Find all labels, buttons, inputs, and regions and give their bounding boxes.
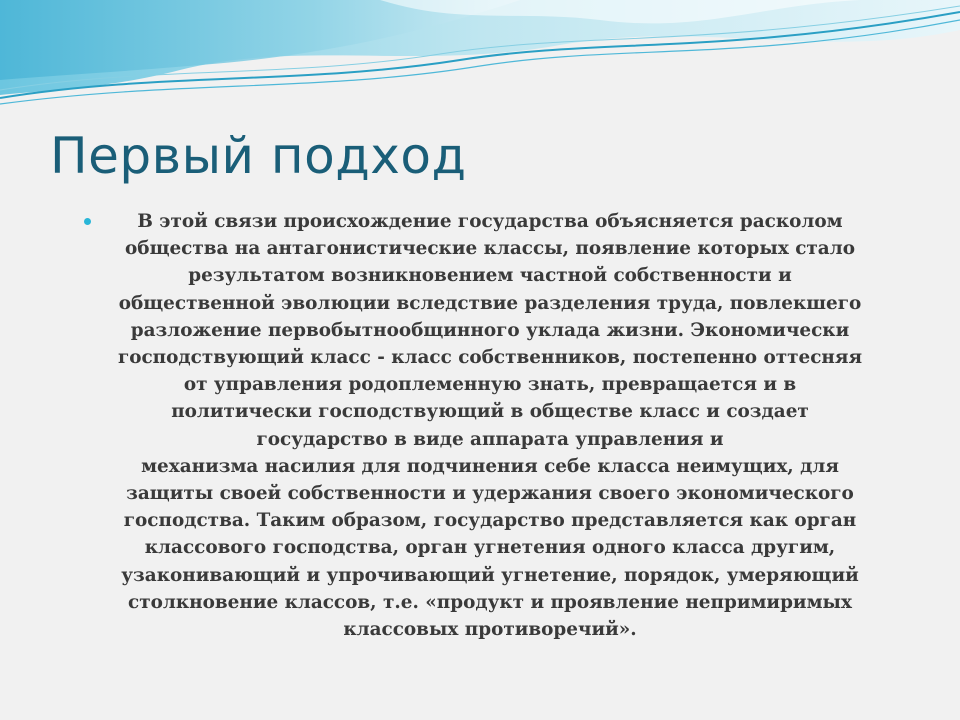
text-line: столкновение классов, т.е. «продукт и проявление непримиримых xyxy=(128,591,852,613)
bullet-dot-icon xyxy=(84,218,91,225)
text-line: результатом возникновением частной собственности и xyxy=(188,265,792,287)
bullet-text xyxy=(84,208,896,643)
text-line: господствующий класс - класс собственников, постепенно оттесняя xyxy=(117,347,863,369)
text-line: от управления родоплеменную знать, превращается и в xyxy=(183,374,797,396)
text-line: классового господства, орган угнетения одного класса другим, xyxy=(144,537,836,559)
bullet-item xyxy=(84,208,896,643)
text-line: В этой связи происхождение государства объясняется расколом xyxy=(137,211,843,232)
text-line: защиты своей собственности и удержания своего экономического xyxy=(126,483,854,505)
text-line: классовых противоречий». xyxy=(343,619,637,641)
text-line: узаконивающий и упрочивающий угнетение, порядок, умеряющий xyxy=(121,564,859,586)
text-line: общества на антагонистические классы, появление которых стало xyxy=(125,238,855,260)
text-line: общественной эволюции вследствие разделения труда, повлекшего xyxy=(118,292,862,314)
text-line: господства. Таким образом, государство представляется как орган xyxy=(123,510,857,532)
text-line: политически господствующий в обществе класс и создает xyxy=(171,401,809,423)
slide-title: Первый подход xyxy=(50,127,467,185)
text-line: разложение первобытнообщинного уклада жизни. Экономически xyxy=(130,319,850,341)
text-line: механизма насилия для подчинения себе класса неимущих, для xyxy=(141,455,839,477)
decorative-waves xyxy=(0,0,960,120)
slide-content xyxy=(84,208,896,643)
text-line: государство в виде аппарата управления и xyxy=(256,428,724,450)
